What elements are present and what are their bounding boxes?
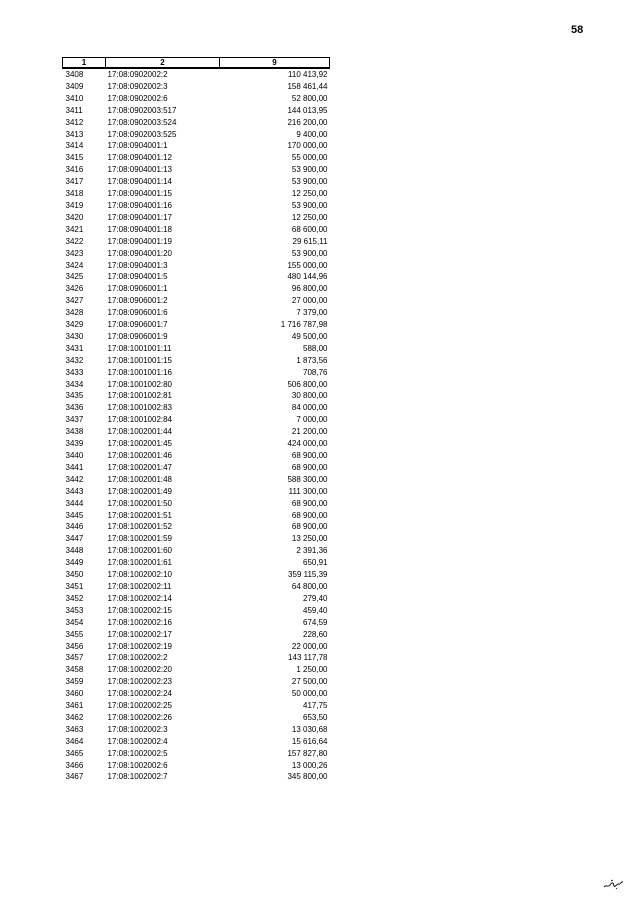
cadastral-number-cell: 17:08:0904001:15 <box>107 189 173 199</box>
row-number-cell: 3434 <box>65 379 84 389</box>
row-number-cell: 3433 <box>65 367 84 377</box>
value-cell: 1 250,00 <box>296 665 328 675</box>
table-row <box>63 331 330 343</box>
table-row <box>63 390 330 402</box>
cadastral-number-cell: 17:08:0904001:18 <box>107 224 173 234</box>
cadastral-number-cell: 17:08:0906001:6 <box>107 308 168 318</box>
table-row <box>63 510 330 522</box>
row-number-cell: 3458 <box>65 665 84 675</box>
table-row <box>63 319 330 331</box>
row-number-cell: 3445 <box>65 510 84 520</box>
value-cell: 653,50 <box>303 712 328 722</box>
table-row <box>63 533 330 545</box>
cadastral-number-cell: 17:08:0904001:12 <box>107 153 173 163</box>
cadastral-number-cell: 17:08:1002002:3 <box>107 724 168 734</box>
cadastral-number-cell: 17:08:0904001:19 <box>107 236 173 246</box>
value-cell: 53 900,00 <box>291 177 328 187</box>
table-row <box>63 295 330 307</box>
row-number-cell: 3424 <box>65 260 84 270</box>
table-row <box>63 450 330 462</box>
cadastral-number-cell: 17:08:1002001:44 <box>107 427 173 437</box>
cadastral-number-cell: 17:08:1002001:46 <box>107 451 173 460</box>
cadastral-number-cell: 17:08:1002002:6 <box>107 760 168 770</box>
value-cell: 279,40 <box>303 593 328 603</box>
row-number-cell: 3455 <box>65 629 84 639</box>
row-number-cell: 3418 <box>65 189 84 199</box>
value-cell: 110 413,92 <box>288 70 328 79</box>
row-number-cell: 3432 <box>65 355 84 365</box>
cadastral-number-cell: 17:08:1001002:83 <box>107 403 173 413</box>
table-row <box>63 581 330 593</box>
cadastral-number-cell: 17:08:0902002:2 <box>107 70 168 79</box>
value-cell: 1 873,56 <box>296 355 328 365</box>
table-row <box>63 641 330 653</box>
value-cell: 144 013,95 <box>287 105 328 115</box>
row-number-cell: 3440 <box>65 451 84 460</box>
value-cell: 480 144,96 <box>287 272 328 282</box>
table-row <box>63 212 330 224</box>
handwritten-signature <box>603 878 625 890</box>
cadastral-number-cell: 17:08:0904001:14 <box>107 177 173 187</box>
row-number-cell: 3461 <box>65 701 84 711</box>
table-body <box>63 68 330 783</box>
data-table <box>62 57 330 783</box>
cadastral-number-cell: 17:08:0904001:16 <box>107 200 173 210</box>
table-row <box>63 164 330 176</box>
table-row <box>63 271 330 283</box>
cadastral-number-cell: 17:08:0906001:2 <box>107 296 168 306</box>
table-row <box>63 629 330 641</box>
table-row <box>63 81 330 93</box>
cadastral-number-cell: 17:08:1002002:20 <box>107 665 173 675</box>
row-number-cell: 3412 <box>65 117 84 127</box>
value-cell: 64 800,00 <box>291 581 328 591</box>
cadastral-number-cell: 17:08:1002002:4 <box>107 736 168 746</box>
cadastral-number-cell: 17:08:0904001:3 <box>107 260 168 270</box>
table-row <box>63 402 330 414</box>
value-cell: 53 900,00 <box>291 200 328 210</box>
column-header-9: 9 <box>220 58 330 69</box>
table-row <box>63 474 330 486</box>
value-cell: 7 379,00 <box>296 308 328 318</box>
row-number-cell: 3428 <box>65 308 84 318</box>
table-row <box>63 462 330 474</box>
column-header-2: 2 <box>106 58 220 69</box>
table-row <box>63 152 330 164</box>
value-cell: 13 030,68 <box>291 724 328 734</box>
cadastral-number-cell: 17:08:0902003:525 <box>107 129 177 139</box>
table-row <box>63 224 330 236</box>
value-cell: 588,00 <box>303 343 328 353</box>
value-cell: 68 900,00 <box>291 522 328 532</box>
table-row <box>63 486 330 498</box>
value-cell: 68 900,00 <box>291 462 328 472</box>
cadastral-number-cell: 17:08:1001002:84 <box>107 415 173 425</box>
value-cell: 30 800,00 <box>291 391 328 401</box>
row-number-cell: 3454 <box>65 617 84 627</box>
table-row <box>63 105 330 117</box>
table-row <box>63 176 330 188</box>
table-row <box>63 307 330 319</box>
cadastral-number-cell: 17:08:0904001:1 <box>107 141 168 151</box>
table-row <box>63 700 330 712</box>
row-number-cell: 3448 <box>65 546 84 556</box>
row-number-cell: 3419 <box>65 200 84 210</box>
cadastral-number-cell: 17:08:0902003:524 <box>107 117 177 127</box>
value-cell: 7 000,00 <box>296 415 328 425</box>
cadastral-number-cell: 17:08:1002002:7 <box>107 772 168 782</box>
table-row <box>63 605 330 617</box>
value-cell: 21 200,00 <box>291 427 328 437</box>
table-header-row <box>63 58 330 69</box>
cadastral-number-cell: 17:08:0906001:1 <box>107 284 168 294</box>
row-number-cell: 3409 <box>65 81 84 91</box>
table-row <box>63 652 330 664</box>
value-cell: 650,91 <box>303 558 328 568</box>
row-number-cell: 3444 <box>65 498 84 508</box>
row-number-cell: 3416 <box>65 165 84 175</box>
row-number-cell: 3427 <box>65 296 84 306</box>
row-number-cell: 3451 <box>65 581 84 591</box>
row-number-cell: 3439 <box>65 439 84 449</box>
cadastral-number-cell: 17:08:1002001:52 <box>107 522 173 532</box>
cadastral-number-cell: 17:08:1002002:16 <box>107 617 173 627</box>
value-cell: 13 250,00 <box>291 534 328 544</box>
value-cell: 170 000,00 <box>287 141 328 151</box>
value-cell: 111 300,00 <box>288 486 328 496</box>
row-number-cell: 3421 <box>65 224 84 234</box>
cadastral-number-cell: 17:08:0902003:517 <box>107 105 177 115</box>
value-cell: 345 800,00 <box>287 772 328 782</box>
row-number-cell: 3408 <box>65 70 84 79</box>
row-number-cell: 3446 <box>65 522 84 532</box>
row-number-cell: 3447 <box>65 534 84 544</box>
table-row <box>63 569 330 581</box>
table-row <box>63 426 330 438</box>
row-number-cell: 3425 <box>65 272 84 282</box>
row-number-cell: 3441 <box>65 462 84 472</box>
table-row <box>63 236 330 248</box>
cadastral-number-cell: 17:08:1001001:11 <box>107 343 172 353</box>
value-cell: 68 900,00 <box>291 510 328 520</box>
cadastral-number-cell: 17:08:0902002:6 <box>107 93 168 103</box>
value-cell: 216 200,00 <box>287 117 328 127</box>
value-cell: 27 500,00 <box>291 677 328 687</box>
row-number-cell: 3450 <box>65 570 84 580</box>
value-cell: 12 250,00 <box>291 212 328 222</box>
row-number-cell: 3464 <box>65 736 84 746</box>
column-header-1: 1 <box>63 58 106 69</box>
cadastral-number-cell: 17:08:1002001:51 <box>107 510 173 520</box>
table-row <box>63 760 330 772</box>
value-cell: 359 115,39 <box>288 570 328 580</box>
table-row <box>63 712 330 724</box>
row-number-cell: 3420 <box>65 212 84 222</box>
table-row <box>63 688 330 700</box>
value-cell: 157 827,80 <box>287 748 328 758</box>
row-number-cell: 3467 <box>65 772 84 782</box>
cadastral-number-cell: 17:08:1002002:10 <box>107 570 173 580</box>
table-row <box>63 545 330 557</box>
cadastral-number-cell: 17:08:1001001:16 <box>107 367 173 377</box>
cadastral-number-cell: 17:08:0904001:13 <box>107 165 173 175</box>
row-number-cell: 3436 <box>65 403 84 413</box>
value-cell: 84 000,00 <box>291 403 328 413</box>
cadastral-number-cell: 17:08:1002002:24 <box>107 689 173 699</box>
table-row <box>63 414 330 426</box>
cadastral-number-cell: 17:08:1002002:15 <box>107 605 173 615</box>
cadastral-number-cell: 17:08:1002002:26 <box>107 712 173 722</box>
value-cell: 13 000,26 <box>291 760 328 770</box>
cadastral-number-cell: 17:08:1002001:60 <box>107 546 173 556</box>
row-number-cell: 3443 <box>65 486 84 496</box>
cadastral-number-cell: 17:08:0906001:9 <box>107 331 168 341</box>
row-number-cell: 3413 <box>65 129 84 139</box>
table-row <box>63 367 330 379</box>
table-row <box>63 771 330 783</box>
table-row <box>63 736 330 748</box>
table-row <box>63 664 330 676</box>
cadastral-number-cell: 17:08:1002002:17 <box>107 629 173 639</box>
value-cell: 158 461,44 <box>287 81 328 91</box>
value-cell: 506 800,00 <box>287 379 328 389</box>
cadastral-number-cell: 17:08:1002002:14 <box>107 593 173 603</box>
table-row <box>63 438 330 450</box>
table-row <box>63 676 330 688</box>
table-row <box>63 93 330 105</box>
cadastral-number-cell: 17:08:0902002:3 <box>107 81 168 91</box>
table-row <box>63 379 330 391</box>
table-row <box>63 343 330 355</box>
row-number-cell: 3417 <box>65 177 84 187</box>
table-row <box>63 117 330 129</box>
value-cell: 29 615,11 <box>292 236 328 246</box>
cadastral-number-cell: 17:08:1002001:48 <box>107 474 173 484</box>
cadastral-number-cell: 17:08:1002001:61 <box>107 558 173 568</box>
value-cell: 143 117,78 <box>288 653 328 663</box>
cadastral-number-cell: 17:08:1002001:45 <box>107 439 173 449</box>
row-number-cell: 3452 <box>65 593 84 603</box>
cadastral-number-cell: 17:08:1002002:2 <box>107 653 168 663</box>
cadastral-number-cell: 17:08:0904001:20 <box>107 248 173 258</box>
cadastral-number-cell: 17:08:1002001:49 <box>107 486 173 496</box>
cadastral-number-cell: 17:08:1002002:25 <box>107 701 173 711</box>
row-number-cell: 3463 <box>65 724 84 734</box>
row-number-cell: 3415 <box>65 153 84 163</box>
table-row <box>63 248 330 260</box>
value-cell: 68 900,00 <box>291 498 328 508</box>
value-cell: 155 000,00 <box>287 260 328 270</box>
value-cell: 417,75 <box>303 701 328 711</box>
value-cell: 2 391,36 <box>296 546 328 556</box>
cadastral-number-cell: 17:08:0906001:7 <box>107 320 168 330</box>
value-cell: 9 400,00 <box>296 129 328 139</box>
table-row <box>63 498 330 510</box>
cadastral-number-cell: 17:08:1002002:23 <box>107 677 173 687</box>
cadastral-number-cell: 17:08:1002002:5 <box>107 748 168 758</box>
value-cell: 708,76 <box>303 367 328 377</box>
value-cell: 96 800,00 <box>291 284 328 294</box>
row-number-cell: 3437 <box>65 415 84 425</box>
table-row <box>63 140 330 152</box>
value-cell: 53 900,00 <box>291 165 328 175</box>
table-row <box>63 724 330 736</box>
cadastral-number-cell: 17:08:0904001:5 <box>107 272 168 282</box>
table-row <box>63 200 330 212</box>
row-number-cell: 3426 <box>65 284 84 294</box>
table-row <box>63 260 330 272</box>
table-row <box>63 521 330 533</box>
value-cell: 459,40 <box>303 605 328 615</box>
value-cell: 68 900,00 <box>291 451 328 460</box>
row-number-cell: 3435 <box>65 391 84 401</box>
row-number-cell: 3414 <box>65 141 84 151</box>
value-cell: 53 900,00 <box>291 248 328 258</box>
table-row <box>63 748 330 760</box>
table-row <box>63 355 330 367</box>
row-number-cell: 3410 <box>65 93 84 103</box>
value-cell: 424 000,00 <box>287 439 328 449</box>
row-number-cell: 3438 <box>65 427 84 437</box>
value-cell: 15 616,64 <box>291 736 328 746</box>
value-cell: 55 000,00 <box>291 153 328 163</box>
table-row <box>63 557 330 569</box>
row-number-cell: 3465 <box>65 748 84 758</box>
row-number-cell: 3431 <box>65 343 84 353</box>
cadastral-number-cell: 17:08:1002002:19 <box>107 641 173 651</box>
row-number-cell: 3423 <box>65 248 84 258</box>
value-cell: 1 716 787,98 <box>280 320 328 330</box>
value-cell: 12 250,00 <box>291 189 328 199</box>
value-cell: 22 000,00 <box>291 641 328 651</box>
row-number-cell: 3422 <box>65 236 84 246</box>
table-row <box>63 593 330 605</box>
table-row <box>63 617 330 629</box>
value-cell: 49 500,00 <box>291 331 328 341</box>
cadastral-number-cell: 17:08:1002001:47 <box>107 462 173 472</box>
cadastral-number-cell: 17:08:1001001:15 <box>107 355 173 365</box>
row-number-cell: 3457 <box>65 653 84 663</box>
row-number-cell: 3411 <box>65 105 83 115</box>
row-number-cell: 3459 <box>65 677 84 687</box>
table-header <box>63 58 330 69</box>
cadastral-number-cell: 17:08:1001002:81 <box>107 391 173 401</box>
value-cell: 52 800,00 <box>291 93 328 103</box>
cadastral-number-cell: 17:08:0904001:17 <box>107 212 173 222</box>
table-row <box>63 129 330 141</box>
page-number: 58 <box>571 24 584 36</box>
row-number-cell: 3430 <box>65 331 84 341</box>
cadastral-number-cell: 17:08:1001002:80 <box>107 379 173 389</box>
row-number-cell: 3453 <box>65 605 84 615</box>
row-number-cell: 3456 <box>65 641 84 651</box>
row-number-cell: 3460 <box>65 689 84 699</box>
value-cell: 588 300,00 <box>287 474 328 484</box>
row-number-cell: 3449 <box>65 558 84 568</box>
row-number-cell: 3442 <box>65 474 84 484</box>
value-cell: 27 000,00 <box>291 296 328 306</box>
value-cell: 674,59 <box>303 617 328 627</box>
table-row <box>63 283 330 295</box>
value-cell: 50 000,00 <box>291 689 328 699</box>
row-number-cell: 3466 <box>65 760 84 770</box>
row-number-cell: 3429 <box>65 320 84 330</box>
cadastral-number-cell: 17:08:1002001:50 <box>107 498 173 508</box>
value-cell: 68 600,00 <box>291 224 328 234</box>
cadastral-number-cell: 17:08:1002002:11 <box>107 581 172 591</box>
cadastral-number-cell: 17:08:1002001:59 <box>107 534 173 544</box>
row-number-cell: 3462 <box>65 712 84 722</box>
table-row <box>63 68 330 81</box>
value-cell: 228,60 <box>303 629 328 639</box>
table-row <box>63 188 330 200</box>
